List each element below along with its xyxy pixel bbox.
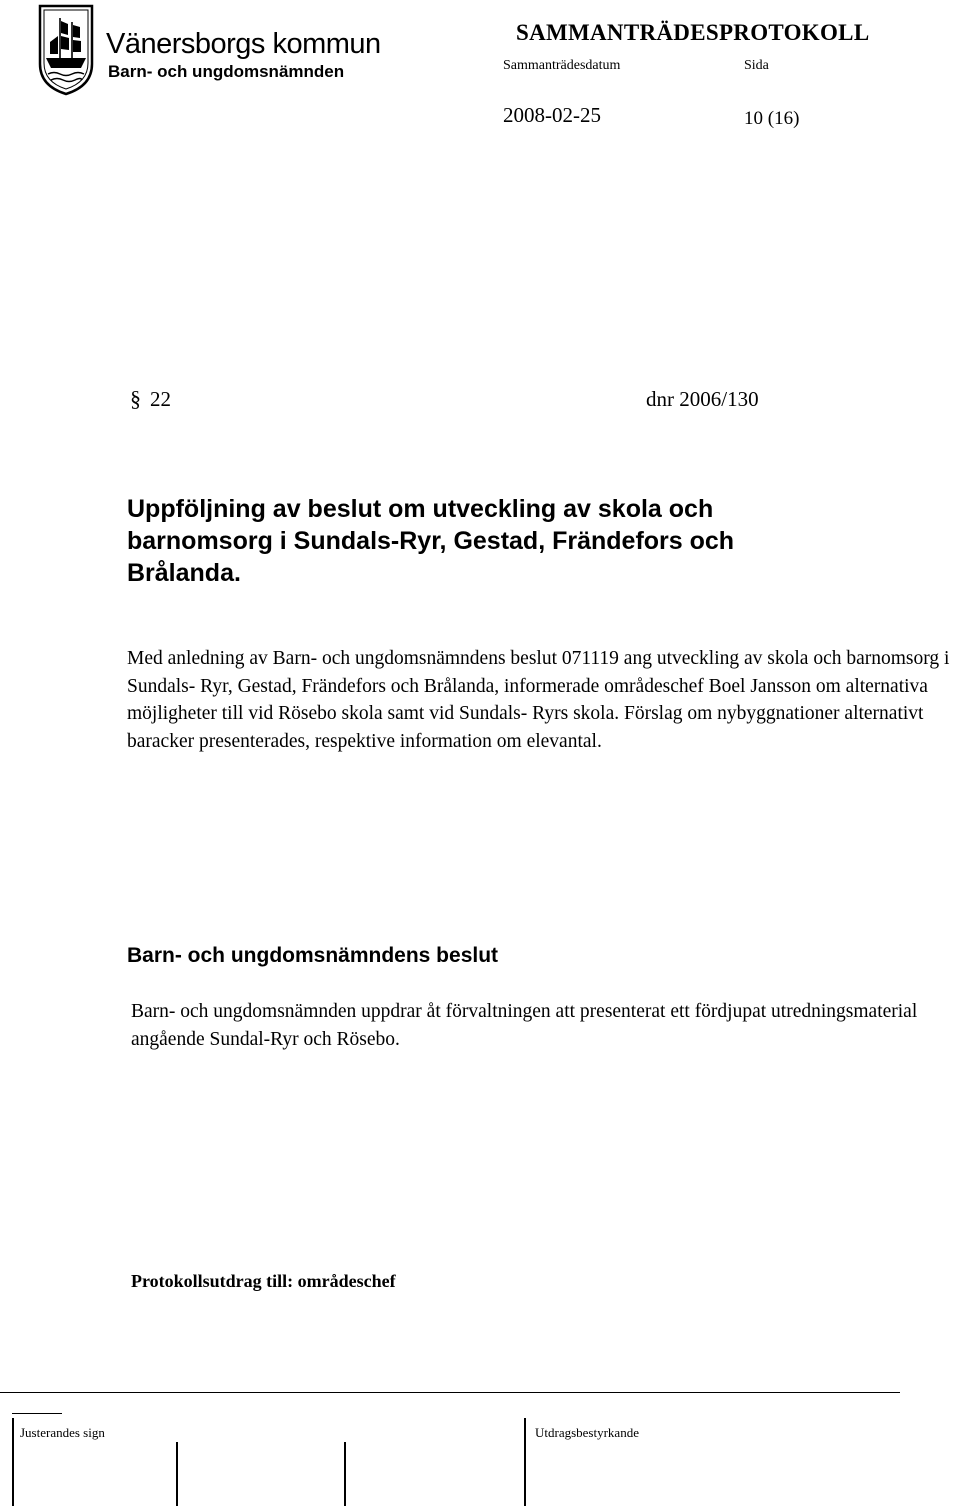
protocol-extract-recipient: Protokollsutdrag till: områdeschef [131, 1271, 396, 1291]
decision-heading: Barn- och ungdomsnämndens beslut [127, 944, 499, 967]
signature-box-divider [12, 1418, 14, 1506]
signature-box-divider [176, 1442, 178, 1506]
signature-box-divider [344, 1442, 346, 1506]
page-number: 10 (16) [744, 108, 800, 129]
document-type: SAMMANTRÄDESPROTOKOLL [516, 20, 870, 45]
municipal-crest-ship-icon [34, 2, 98, 98]
paragraph-number: 22 [150, 387, 171, 411]
diary-number: dnr 2006/130 [646, 387, 759, 411]
section-title: Uppföljning av beslut om utveckling av skola och barnomsorg i Sundals-Ryr, Gestad, Frändefors och Brålanda. [127, 495, 735, 587]
meeting-date: 2008-02-25 [503, 103, 601, 127]
adjuster-signature-label: Justerandes sign [20, 1425, 105, 1440]
signature-box-divider [524, 1418, 526, 1506]
decision-text: Barn- och ungdomsnämnden uppdrar åt förvaltningen att presenterat ett fördjupat utredningsmaterial angående Sundal-Ryr och Rösebo. [131, 1001, 918, 1050]
paragraph-symbol: § [130, 386, 141, 411]
footer-divider [0, 1392, 900, 1393]
certifier-signature-label: Utdragsbestyrkande [535, 1425, 639, 1440]
page-label: Sida [744, 58, 769, 73]
organization-name: Vänersborgs kommun [106, 28, 381, 60]
meeting-date-label: Sammanträdesdatum [503, 58, 621, 73]
section-body: Med anledning av Barn- och ungdomsnämndens beslut 071119 ang utveckling av skola och barnomsorg i Sundals- Ryr, Gestad, Frändefors och Brålanda, informerade områdeschef Boel Jansson om alternativa möjligheter till vid Rösebo skola samt vid Sundals- Ryrs skola. Förslag om nybyggnationer alternativt baracker presenterades, respektive information om elevantal. [127, 648, 950, 752]
committee-name: Barn- och ungdomsnämnden [108, 62, 345, 81]
footer-short-divider [12, 1413, 62, 1414]
